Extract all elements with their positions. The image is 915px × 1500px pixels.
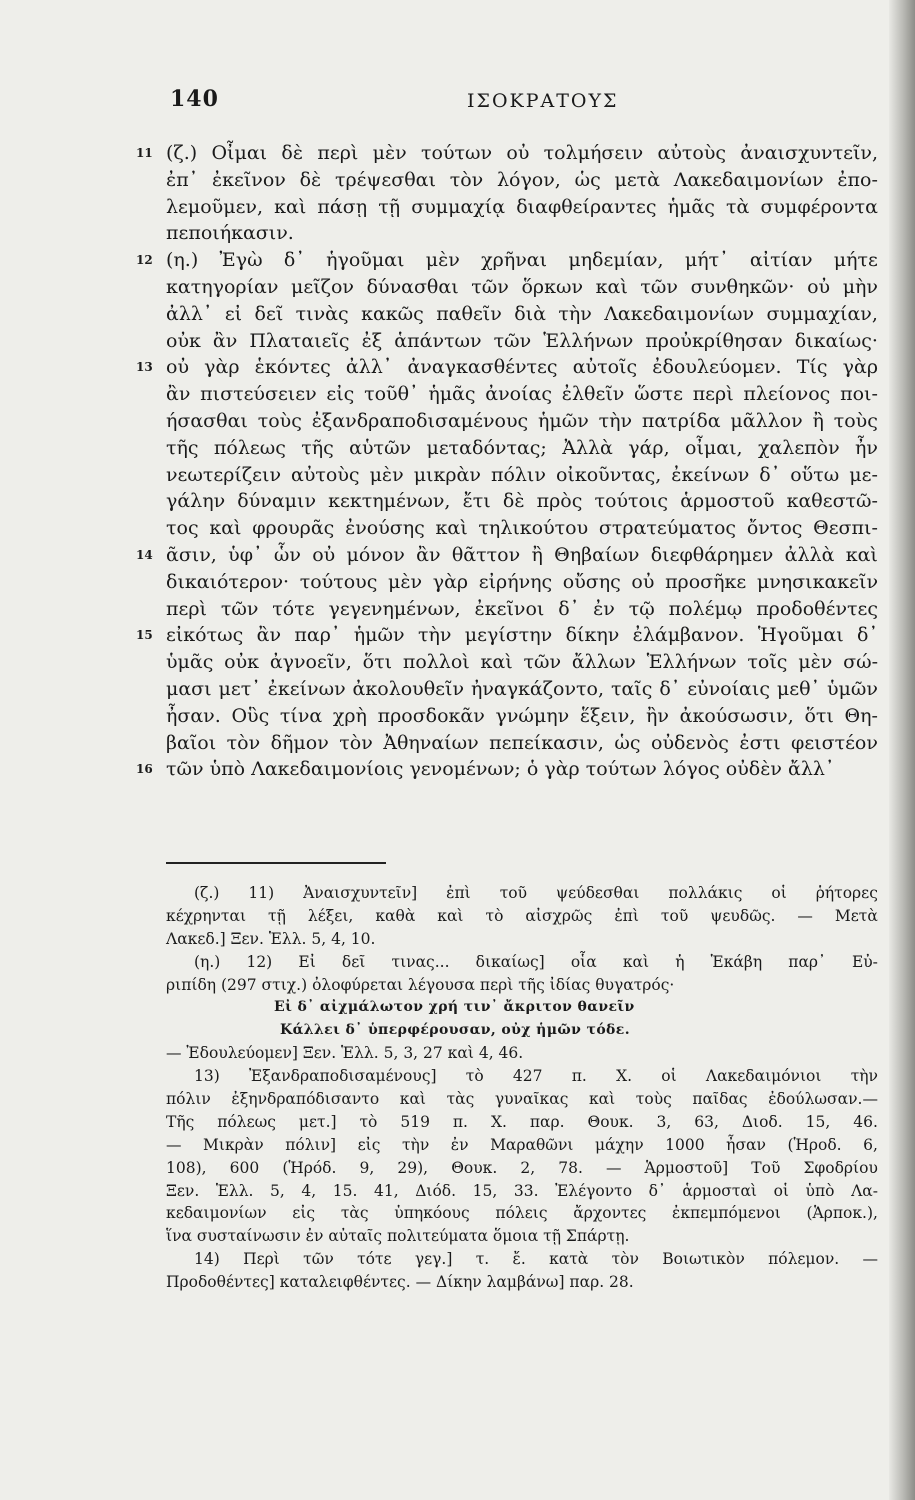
- text-line: γάλην δύναμιν κεκτημένων, ἔτι δὲ πρὸς τούτοις ἁρμοστοῦ καθεστῶ-: [166, 490, 878, 513]
- text-line: 14 ᾶσιν, ὑφ᾽ ὧν οὐ μόνον ἂν θᾶττον ἢ Θηβαίων διεφθάρημεν ἀλλὰ καὶ: [166, 542, 878, 569]
- footnote-line: πόλιν ἐξηνδραπόδισαντο καὶ τὰς γυναῖκας καὶ τοὺς παῖδας ἐδούλωσαν.—: [166, 1090, 878, 1109]
- footnote-line: — Μικρὰν πόλιν] εἰς τὴν ἐν Μαραθῶνι μάχην 1000 ἦσαν (Ἡροδ. 6,: [166, 1135, 878, 1154]
- footnote-line: Τῆς πόλεως μετ.] τὸ 519 π. Χ. παρ. Θουκ. 3, 63, Διοδ. 15, 46.: [166, 1112, 878, 1131]
- text-line: 16 τῶν ὑπὸ Λακεδαιμονίοις γενομένων; ὁ γὰρ τούτων λόγος οὐδὲν ἄλλ᾽: [166, 756, 878, 783]
- section-number: 15: [136, 628, 153, 643]
- text-line: ἐπ᾽ ἐκεῖνον δὲ τρέψεσθαι τὸν λόγον, ὡς μετὰ Λακεδαιμονίων ἐπο-: [166, 168, 878, 191]
- page-header: [0, 86, 915, 116]
- text-line: δικαιότερον· τούτους μὲν γὰρ εἰρήνης οὔσης οὐ προσῆκε μνησικακεῖν: [166, 570, 878, 593]
- text-line: περὶ τῶν τότε γεγενημένων, ἐκεῖνοι δ᾽ ἐν τῷ πολέμῳ προδοθέντες: [166, 597, 878, 620]
- footnote-line: (η.) 12) Εἰ δεῖ τινας... δικαίως] οἷα καὶ ἡ Ἑκάβη παρ᾽ Εὐ-: [194, 952, 878, 971]
- footnotes: [166, 882, 878, 1294]
- text-line: κατηγορίαν μεῖζον δύνασθαι τῶν ὅρκων καὶ τῶν συνθηκῶν· οὐ μὴν: [166, 275, 878, 298]
- footnote-line: Ξεν. Ἑλλ. 5, 4, 15. 41, Διόδ. 15, 33. Ἐλέγοντο δ᾽ ἁρμοσταὶ οἱ ὑπὸ Λα-: [166, 1181, 878, 1200]
- main-text: [136, 140, 878, 783]
- section-number: 12: [136, 253, 153, 268]
- page-number: 140: [170, 86, 219, 112]
- footnote-line: Λακεδ.] Ξεν. Ἑλλ. 5, 4, 10.: [166, 929, 376, 948]
- text-line: πεποιήκασιν.: [166, 222, 294, 245]
- text-line: λεμοῦμεν, καὶ πάσῃ τῇ συμμαχίᾳ διαφθείραντες ἡμᾶς τὰ συμφέροντα: [166, 195, 878, 218]
- footnote-line: 14) Περὶ τῶν τότε γεγ.] τ. ἔ. κατὰ τὸν Βοιωτικὸν πόλεμον. —: [194, 1250, 878, 1269]
- text-line: 15 εἰκότως ἂν παρ᾽ ἡμῶν τὴν μεγίστην δίκην ἐλάμβανον. Ἡγοῦμαι δ᾽: [166, 622, 878, 649]
- footnote-line: Προδοθέντες] καταλειφθέντες. — Δίκην λαμβάνω] παρ. 28.: [166, 1273, 634, 1292]
- footnote-line: — Ἐδουλεύομεν] Ξεν. Ἑλλ. 5, 3, 27 καὶ 4, 46.: [166, 1044, 524, 1063]
- text-line: μασι μετ᾽ ἐκείνων ἀκολουθεῖν ἠναγκάζοντο, ταῖς δ᾽ εὐνοίαις μεθ᾽ ὑμῶν: [166, 677, 878, 700]
- footnote-line: (ζ.) 11) Ἀναισχυντεῖν] ἐπὶ τοῦ ψεύδεσθαι πολλάκις οἱ ῥήτορες: [194, 884, 878, 902]
- text-line: ήσασθαι τοὺς ἐξανδραποδισαμένους ἡμῶν τὴν πατρίδα μᾶλλον ἢ τοὺς: [166, 409, 878, 432]
- text-line: τῆς πόλεως τῆς αὑτῶν μεταδόντας; Ἀλλὰ γάρ, οἶμαι, χαλεπὸν ἦν: [166, 436, 878, 459]
- quoted-verse: Εἰ δ᾽ αἰχμάλωτον χρή τιν᾽ ἄκριτον θανεῖν: [274, 999, 635, 1016]
- text-line: ὑμᾶς οὐκ ἀγνοεῖν, ὅτι πολλοὶ καὶ τῶν ἄλλων Ἑλλήνων τοῖς μὲν σώ-: [166, 651, 878, 674]
- section-number: 13: [136, 360, 153, 375]
- text-line: ἂν πιστεύσειεν εἰς τοῦθ᾽ ἡμᾶς ἀνοίας ἐλθεῖν ὥστε περὶ πλείονος ποι-: [166, 383, 878, 406]
- text-line: ἦσαν. Οὓς τίνα χρὴ προσδοκᾶν γνώμην ἕξειν, ἢν ἀκούσωσιν, ὅτι Θη-: [166, 704, 878, 727]
- section-number: 14: [136, 547, 153, 562]
- text-line: 12 (η.) Ἐγὼ δ᾽ ἡγοῦμαι μὲν χρῆναι μηδεμίαν, μήτ᾽ αἰτίαν μήτε: [166, 247, 878, 274]
- page-binding-shadow: [889, 0, 915, 1500]
- footnote-line: κεδαιμονίων εἰς τὰς ὑπηκόους πόλεις ἄρχοντες ἐκπεμπόμενοι (Ἁρποκ.),: [166, 1204, 878, 1223]
- quoted-verse: Κάλλει δ᾽ ὑπερφέρουσαν, οὐχ ἡμῶν τόδε.: [280, 1022, 630, 1039]
- section-number: 11: [136, 146, 153, 160]
- running-title: ΙΣΟΚΡΑΤΟΥΣ: [467, 90, 619, 112]
- footnote-divider: [166, 862, 386, 864]
- footnote-line: κέχρηνται τῇ λέξει, καθὰ καὶ τὸ αἰσχρῶς ἐπὶ τοῦ ψευδῶς. — Μετὰ: [166, 906, 878, 925]
- footnote-line: 13) Ἐξανδραποδισαμένους] τὸ 427 π. Χ. οἱ Λακεδαιμόνιοι τὴν: [194, 1067, 878, 1086]
- footnote-line: ριπίδη (297 στιχ.) ὀλοφύρεται λέγουσα περὶ τῆς ἰδίας θυγατρός·: [166, 975, 675, 994]
- footnote-line: 108), 600 (Ἡρόδ. 9, 29), Θουκ. 2, 78. — Ἁρμοστοῦ] Τοῦ Σφοδρίου: [166, 1158, 878, 1177]
- text-line: 11 (ζ.) Οἶμαι δὲ περὶ μὲν τούτων οὐ τολμήσειν αὐτοὺς ἀναισχυντεῖν,: [166, 140, 878, 167]
- text-line: ἀλλ᾽ εἰ δεῖ τινὰς κακῶς παθεῖν διὰ τὴν Λακεδαιμονίων συμμαχίαν,: [166, 302, 878, 325]
- text-line: 13 οὐ γὰρ ἑκόντες ἀλλ᾽ ἀναγκασθέντες αὐτοῖς ἐδουλεύομεν. Τίς γὰρ: [166, 354, 878, 381]
- text-line: βαῖοι τὸν δῆμον τὸν Ἀθηναίων πεπείκασιν, ὡς οὐδενὸς ἐστι φειστέον: [166, 731, 878, 754]
- text-line: τος καὶ φρουρᾶς ἐνούσης καὶ τηλικούτου στρατεύματος ὄντος Θεσπι-: [166, 517, 878, 540]
- footnote-line: ἵνα συσταίνωσιν ἐν αὐταῖς πολιτεύματα ὅμοια τῇ Σπάρτῃ.: [166, 1227, 630, 1246]
- section-number: 16: [136, 762, 153, 777]
- text-line: οὐκ ἂν Πλαταιεῖς ἐξ ἁπάντων τῶν Ἑλλήνων προὐκρίθησαν δικαίως·: [166, 329, 878, 352]
- text-line: νεωτερίζειν αὐτοὺς μὲν μικρὰν πόλιν οἰκοῦντας, ἐκείνων δ᾽ οὕτω με-: [166, 463, 878, 486]
